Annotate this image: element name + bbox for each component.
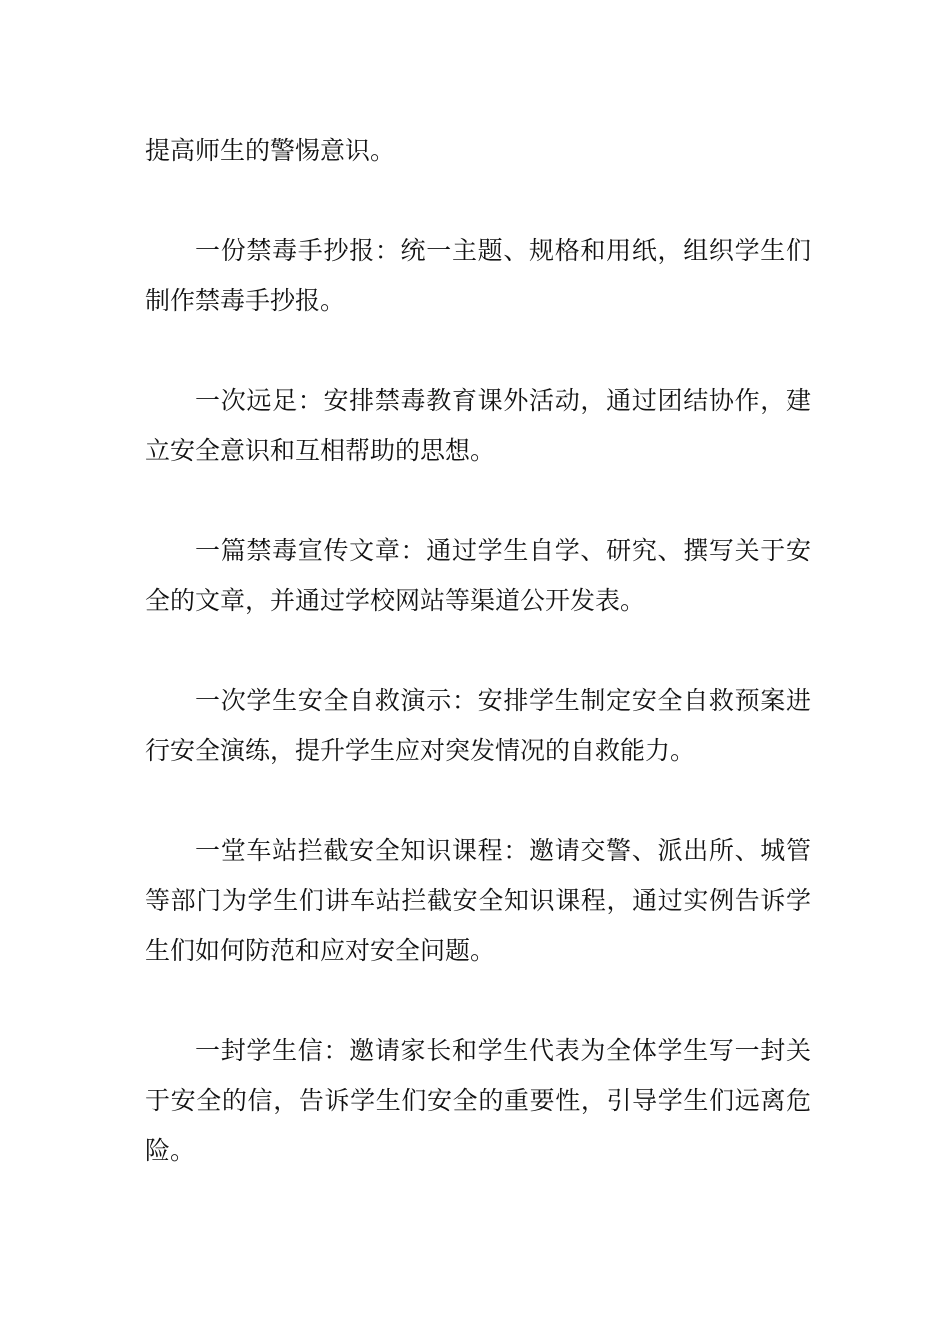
paragraph-article: 一篇禁毒宣传文章：通过学生自学、研究、撰写关于安全的文章，并通过学校网站等渠道公开发表。 (145, 536, 811, 615)
paragraph-handout: 一份禁毒手抄报：统一主题、规格和用纸，组织学生们制作禁毒手抄报。 (145, 236, 811, 315)
document-body (145, 126, 811, 1226)
paragraph-course: 一堂车站拦截安全知识课程：邀请交警、派出所、城管等部门为学生们讲车站拦截安全知识课程，通过实例告诉学生们如何防范和应对安全问题。 (145, 836, 811, 965)
paragraph-continuation: 提高师生的警惕意识。 (145, 136, 396, 165)
paragraph-drill: 一次学生安全自救演示：安排学生制定安全自救预案进行安全演练，提升学生应对突发情况的自救能力。 (145, 686, 811, 765)
paragraph-letter: 一封学生信：邀请家长和学生代表为全体学生写一封关于安全的信，告诉学生们安全的重要性，引导学生们远离危险。 (145, 1036, 811, 1165)
paragraph-hike: 一次远足：安排禁毒教育课外活动，通过团结协作，建立安全意识和互相帮助的思想。 (145, 386, 811, 465)
